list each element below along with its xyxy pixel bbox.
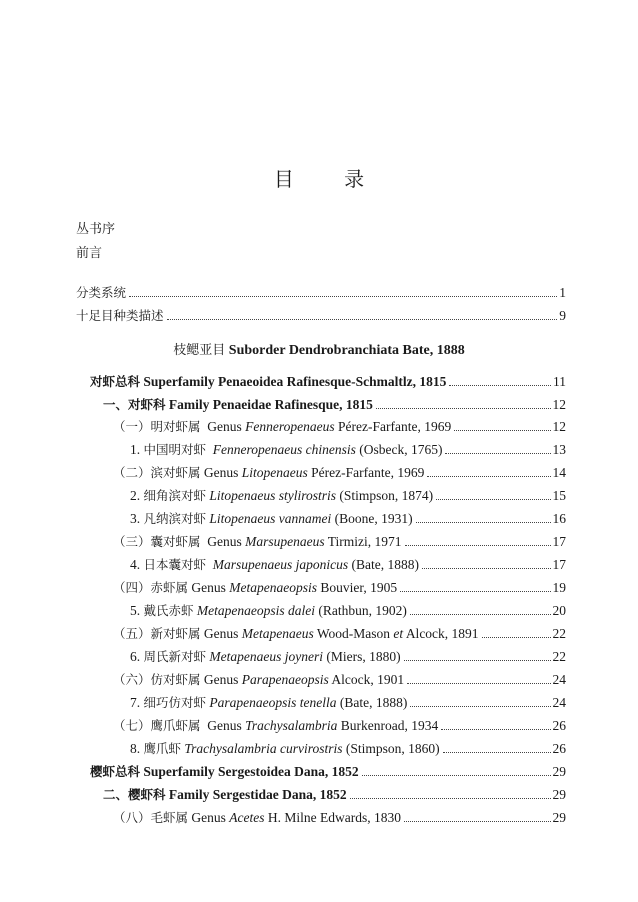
toc-taxon: Parapenaeopsis tenella — [209, 695, 337, 710]
dot-leader — [129, 296, 557, 297]
toc-en-label: Family Penaeidae Rafinesque, 1815 — [168, 397, 373, 412]
toc-cn-label: 樱虾总科 — [90, 764, 141, 779]
page-number: 14 — [552, 465, 566, 480]
toc-number: 2. — [130, 488, 141, 503]
toc-cn-label: 细角滨对虾 — [143, 488, 207, 503]
toc-number: 6. — [130, 649, 141, 664]
dot-leader — [362, 775, 551, 776]
toc-genus-parapenaeopsis[interactable] — [113, 671, 566, 689]
toc-family-penaeidae[interactable] — [103, 396, 566, 414]
toc-taxon: Trachysalambria curvirostris — [184, 741, 343, 756]
dot-leader — [454, 430, 550, 431]
toc-genus-fenneropenaeus[interactable] — [113, 418, 566, 436]
toc-authority-2: Alcock, 1891 — [405, 626, 479, 641]
toc-cn-label: 中国明对虾 — [143, 442, 207, 457]
toc-taxon: Parapenaeopsis — [241, 672, 329, 687]
toc-label: 十足目种类描述 — [76, 308, 164, 323]
toc-authority: Alcock, 1901 — [331, 672, 405, 687]
toc-authority: Burkenroad, 1934 — [340, 718, 439, 733]
page-number: 20 — [552, 603, 566, 618]
dot-leader — [427, 476, 550, 477]
toc-authority: (Stimpson, 1874) — [339, 488, 434, 503]
toc-authority: Bouvier, 1905 — [320, 580, 398, 595]
toc-taxon: Metapenaeus — [241, 626, 314, 641]
toc-label: 分类系统 — [76, 285, 127, 300]
toc-species-parapenaeopsis-tenella[interactable] — [130, 694, 566, 712]
page-number: 26 — [552, 718, 566, 733]
toc-taxon: Trachysalambria — [245, 718, 338, 733]
dot-leader — [436, 499, 550, 500]
toc-authority: (Bate, 1888) — [351, 557, 419, 572]
suborder-en: Suborder Dendrobranchiata Bate, 1888 — [228, 343, 465, 358]
suborder-heading — [0, 339, 638, 359]
toc-cn-label: 二、樱虾科 — [103, 787, 166, 802]
toc-authority: (Miers, 1880) — [326, 649, 401, 664]
toc-cn-label: （七）鹰爪虾属 — [113, 718, 201, 733]
toc-decapoda-descriptions[interactable] — [76, 307, 566, 325]
toc-species-metapenaeopsis-dalei[interactable] — [130, 602, 566, 620]
toc-taxon: Fenneropenaeus chinensis — [212, 442, 356, 457]
toc-genus-litopenaeus[interactable] — [113, 464, 566, 482]
toc-taxon: Litopenaeus — [241, 465, 308, 480]
toc-genus-trachysalambria[interactable] — [113, 717, 566, 735]
dot-leader — [482, 637, 551, 638]
toc-cn-label: （八）毛虾属 — [113, 810, 189, 825]
toc-en-label: Family Sergestidae Dana, 1852 — [168, 787, 347, 802]
toc-cn-label: （六）仿对虾属 — [113, 672, 201, 687]
page-number: 12 — [552, 419, 566, 434]
toc-series-preface[interactable]: 丛书序 — [76, 222, 116, 237]
toc-cn-label: （五）新对虾属 — [113, 626, 201, 641]
page-number: 22 — [552, 649, 566, 664]
toc-rank: Genus — [191, 580, 226, 595]
toc-family-sergestidae[interactable] — [103, 786, 566, 804]
toc-authority: (Bate, 1888) — [339, 695, 408, 710]
toc-authority: Tirmizi, 1971 — [327, 534, 402, 549]
toc-taxon: Metapenaeopsis — [229, 580, 317, 595]
toc-cn-label: （二）滨对虾属 — [113, 465, 201, 480]
toc-cn-label: 一、对虾科 — [103, 397, 166, 412]
toc-genus-marsupenaeus[interactable] — [113, 533, 566, 551]
toc-en-label: Superfamily Sergestoidea Dana, 1852 — [143, 764, 359, 779]
toc-authority: (Boone, 1931) — [334, 511, 413, 526]
toc-species-litopenaeus-vannamei[interactable] — [130, 510, 566, 528]
toc-species-litopenaeus-stylirostris[interactable] — [130, 487, 566, 505]
page-number: 19 — [552, 580, 566, 595]
dot-leader — [404, 821, 551, 822]
page-number: 11 — [553, 374, 566, 389]
toc-taxon: Acetes — [229, 810, 265, 825]
toc-number: 1. — [130, 442, 141, 457]
dot-leader — [410, 706, 550, 707]
page-number: 26 — [552, 741, 566, 756]
toc-authority: H. Milne Edwards, 1830 — [267, 810, 401, 825]
dot-leader — [445, 453, 550, 454]
toc-cn-label: （三）囊对虾属 — [113, 534, 201, 549]
page-number: 12 — [552, 397, 566, 412]
toc-number: 7. — [130, 695, 141, 710]
toc-authority: Pérez-Farfante, 1969 — [311, 465, 425, 480]
toc-species-metapenaeus-joyneri[interactable] — [130, 648, 566, 666]
toc-cn-label: 凡纳滨对虾 — [143, 511, 207, 526]
toc-authority: (Osbeck, 1765) — [359, 442, 443, 457]
page-number: 15 — [552, 488, 566, 503]
toc-authority: (Rathbun, 1902) — [318, 603, 407, 618]
toc-number: 3. — [130, 511, 141, 526]
toc-rank: Genus — [207, 718, 242, 733]
dot-leader — [449, 385, 551, 386]
toc-taxon: Metapenaeus joyneri — [209, 649, 323, 664]
dot-leader — [422, 568, 551, 569]
toc-authority: Pérez-Farfante, 1969 — [338, 419, 452, 434]
toc-number: 8. — [130, 741, 141, 756]
toc-authority-et: et — [393, 626, 404, 641]
toc-cn-label: 鹰爪虾 — [143, 741, 182, 756]
toc-cn-label: 日本囊对虾 — [143, 557, 207, 572]
toc-authority: (Stimpson, 1860) — [345, 741, 440, 756]
toc-rank: Genus — [203, 672, 239, 687]
toc-genus-acetes[interactable] — [113, 809, 566, 827]
page-number: 24 — [552, 672, 566, 687]
page-number: 29 — [552, 787, 566, 802]
toc-taxon: Litopenaeus vannamei — [209, 511, 332, 526]
toc-taxon: Marsupenaeus — [245, 534, 325, 549]
toc-species-fenneropenaeus-chinensis[interactable] — [130, 441, 566, 459]
dot-leader — [167, 319, 558, 320]
toc-cn-label: （一）明对虾属 — [113, 419, 201, 434]
dot-leader — [350, 798, 551, 799]
toc-taxon: Litopenaeus stylirostris — [209, 488, 337, 503]
toc-cn-label: 戴氏赤虾 — [143, 603, 194, 618]
dot-leader — [441, 729, 550, 730]
toc-classification-system[interactable] — [76, 284, 566, 302]
dot-leader — [404, 660, 551, 661]
page-number: 22 — [552, 626, 566, 641]
toc-superfamily-sergestoidea[interactable] — [90, 763, 566, 781]
toc-cn-label: 周氏新对虾 — [143, 649, 207, 664]
toc-cn-label: 对虾总科 — [90, 374, 141, 389]
page-number: 29 — [552, 810, 566, 825]
toc-rank: Genus — [203, 626, 239, 641]
dot-leader — [443, 752, 551, 753]
toc-cn-label: 细巧仿对虾 — [143, 695, 207, 710]
page-number: 24 — [552, 695, 566, 710]
toc-rank: Genus — [191, 810, 226, 825]
page-number: 17 — [552, 557, 566, 572]
toc-genus-metapenaeopsis[interactable] — [113, 579, 566, 597]
toc-cn-label: （四）赤虾属 — [113, 580, 189, 595]
toc-preface[interactable]: 前言 — [76, 246, 103, 261]
page-number: 17 — [552, 534, 566, 549]
toc-rank: Genus — [207, 419, 242, 434]
toc-taxon: Fenneropenaeus — [245, 419, 335, 434]
toc-authority: Wood-Mason — [316, 626, 391, 641]
toc-rank: Genus — [203, 465, 239, 480]
page-number: 13 — [552, 442, 566, 457]
page-number: 29 — [552, 764, 566, 779]
toc-species-marsupenaeus-japonicus[interactable] — [130, 556, 566, 574]
dot-leader — [416, 522, 551, 523]
dot-leader — [410, 614, 551, 615]
toc-rank: Genus — [207, 534, 242, 549]
toc-en-label: Superfamily Penaeoidea Rafinesque-Schmaltlz, 1815 — [143, 374, 447, 389]
dot-leader — [400, 591, 550, 592]
toc-superfamily-penaeoidea[interactable] — [90, 373, 566, 391]
toc-number: 4. — [130, 557, 141, 572]
toc-genus-metapenaeus[interactable] — [113, 625, 566, 643]
page-title-char-1: 目 — [273, 167, 294, 191]
toc-taxon: Marsupenaeus japonicus — [212, 557, 349, 572]
dot-leader — [407, 683, 550, 684]
page-title — [0, 163, 638, 192]
page-number: 16 — [552, 511, 566, 526]
page-number: 1 — [559, 285, 566, 300]
toc-taxon: Metapenaeopsis dalei — [196, 603, 315, 618]
dot-leader — [405, 545, 551, 546]
toc-species-trachysalambria-curvirostris[interactable] — [130, 740, 566, 758]
toc-number: 5. — [130, 603, 141, 618]
page-title-char-2: 录 — [344, 167, 365, 191]
page-number: 9 — [559, 308, 566, 323]
dot-leader — [376, 408, 551, 409]
suborder-cn: 枝鳃亚目 — [173, 343, 226, 358]
